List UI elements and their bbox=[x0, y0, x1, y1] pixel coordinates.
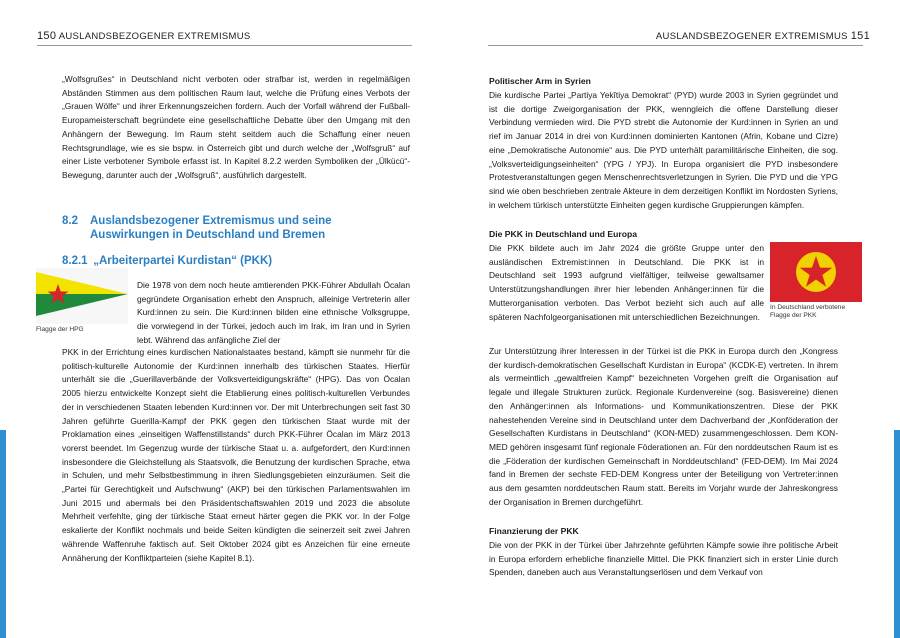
syria-paragraph: Die kurdische Partei „Partiya Yekîtiya Demokrat“ (PYD) wurde 2003 in Syrien gegründet und ist die dortige Zweigorganisation der PKK, wenngleich die offene Darstellung dieser Verbindung vermieden wird. Die PYD strebt die Autonomie der Kurd:innen in Syrien an und rief im Januar 2014 in drei von Kurd:innen dominierten Kantonen (Afrin, Kobane und Cizre) eine „Demokratische Autonomie“ aus. Die PYD unterhält paramilitärische Einheiten, die sog. „Volksverteidigungseinheiten“ (YPG / YPJ). In Europa organisiert die PYD insbesondere Protestveranstaltungen gegen Menschenrechtsverletzungen in Syrien. Die PYD und die YPG sind wie oben beschrieben zentrale Akteure in dem derzeitigen Konflikt im Nordosten Syriens, in welchem türkisch unterstützte Einheiten gegen kurdische Gruppierungen kämpfen. bbox=[489, 90, 838, 210]
body-text: PKK in der Errichtung eines kurdischen Nationalstaates bestand, kämpft sie nunmehr für die politisch-kulturelle Autonomie der Kurd:innen innerhalb des türkischen Staates. Hierfür unterhält sie die „Guerillaverbände der Volksverteidigungskräfte“ (HPG). Das von Öcalan 2005 hierzu entwickelte Konzept sieht die Etablierung eines politisch-kulturellen Verbundes der in verschiedenen Staaten lebenden Kurd:innen vor. Der mit Unterbrechungen seit fast 30 Jahren geführte Guerilla-Kampf der PKK gegen den türkischen Staat wurde mit der Proklamation eines „einseitigen Waffenstillstands“ durch PKK-Führer Öcalan im März 2013 vorerst beendet. Im Gegenzug wurde der türkische Staat u. a. aufgefordert, den Kurd:innen insbesondere die Gleichstellung als Staatsvolk, die Benutzung der kurdischen Sprache, etwa in Schulen, und mehr Selbstbestimmung in ihren Siedlungsgebieten einzuräumen. Seit die „Partei für Gerechtigkeit und Aufschwung“ (AKP) bei den türkischen Parlamentswahlen im Juni 2015 und abermals bei den Präsidentschaftswahlen 2019 und 2023 die absolute Mehrheit verfehlte, ging der türkische Staat erneut härter gegen die PKK vor. In der Folge eskalierte der Konflikt nochmals und beide Seiten kündigten die seinerzeit seit zwei Jahren währende Waffenruhe faktisch auf. Seit Oktober 2024 gibt es Anzeichen für eine erneute Annäherung der Konfliktparteien (siehe Kapitel 8.1). bbox=[62, 347, 410, 563]
page-number: 150 bbox=[37, 30, 57, 42]
running-head: AUSLANDSBEZOGENER EXTREMISMUS bbox=[655, 31, 848, 42]
running-header-left bbox=[37, 30, 251, 42]
subsection-number: 8.2.1 bbox=[62, 255, 88, 267]
running-head: AUSLANDSBEZOGENER EXTREMISMUS bbox=[58, 31, 251, 42]
support-paragraph: Zur Unterstützung ihrer Interessen in der Türkei ist die PKK in Europa durch den „Kongress der kurdisch-demokratischen Gesellschaft Kurdistan in Europa“ (KCDK-E) vertreten. In ihrem als vermeintlich „gewaltfreien Kampf“ bezeichneten Vorgehen greift die Organisation auf legale und illegale Strukturen zurück. Regionale Kurdenvereine (sog. Basisvereine) dienen den Anhänger:innen als Informations- und Kommunikationszentren. Diese der PKK nahestehenden Vereine sind in Deutschland unter dem Dachverband der „Konföderation der Gesellschaften Kurdistans in Deutschland“ (KON-MED) zusammengeschlossen. Dem KON-MED gehören insgesamt fünf regionale Föderationen an. Für den norddeutschen Raum ist es die „Föderation der kurdischen Gemeinschaft in Norddeutschland“ (FED-DEM). Im Mai 2024 fand in Bremen der sechste FED-DEM Kongress unter der Beteiligung von Vertreter:innen aus dem gesamten norddeutschen Raum statt. Bereits im Vorjahr wurde der Jahreskongress der Organisation in Bremen durchgeführt. bbox=[489, 346, 838, 507]
page-edge-marker bbox=[894, 430, 900, 638]
running-header-right bbox=[656, 30, 870, 42]
subsection-title: „Arbeiterpartei Kurdistan“ (PKK) bbox=[93, 255, 273, 267]
pkk-flag bbox=[770, 242, 862, 302]
subsection-heading bbox=[62, 254, 412, 268]
europe-paragraph: Die PKK bildete auch im Jahr 2024 die größte Gruppe unter den ausländischen Extremist:innen in Deutschland. Die PKK ist in Deutschland seit 1993 aufgrund vielfältiger, teilweise gewaltsamer Unterstützungshandlungen ihrer hier lebenden Anhänger:innen für die Mutterorganisation verboten. Das Verbot bezieht sich auch auf alle späteren Nachfolgeorganisationen mit unterschiedlichen Bezeichnungen. bbox=[489, 243, 764, 322]
header-rule bbox=[488, 45, 863, 46]
section-title: Auslandsbezogener Extremismus und seine Auswirkungen in Deutschland und Bremen bbox=[90, 215, 332, 241]
section-number: 8.2 bbox=[62, 215, 78, 227]
page-number: 151 bbox=[850, 30, 870, 42]
section-heading bbox=[62, 214, 412, 242]
finance-heading: Finanzierung der PKK bbox=[489, 526, 579, 536]
europe-heading: Die PKK in Deutschland und Europa bbox=[489, 229, 638, 239]
intro-paragraph: „Wolfsgrußes“ in Deutschland nicht verboten oder strafbar ist, werden in regelmäßigen Abständen Stimmen aus dem politischen Raum laut, welche die Prüfung eines Verbots der „Grauen Wölfe“ und ihrer Erkennungszeichen fordern. Auch der Vorfall während der Fußball-Europameisterschaft begründete eine gesellschaftliche Debatte über den Umgang mit den Anhängern der Bewegung. Im Raum steht seitdem auch die Schaffung einer neuen Rechtsgrundlage, wie es sie bspw. in Österreich gibt und durch welche der „Wolfsgruß“ auf einer Liste verbotener Symbole erfasst ist. In Kapitel 8.2.2 werden Symboliken der „Ülkücü“-Bewegung, darunter auch der „Wolfsgruß“, ausführlich dargestellt. bbox=[62, 74, 410, 180]
hpg-flag bbox=[36, 268, 128, 324]
pkk-flag-caption: In Deutschland verbotene Flagge der PKK bbox=[770, 304, 846, 320]
finance-paragraph: Die von der PKK in der Türkei über Jahrzehnte geführten Kämpfe sowie ihre politische Arbeit in Europa erfordern erhebliche finanzielle Mittel. Die PKK finanziert sich in erster Linie durch Spenden, daneben auch aus Veranstaltungserlösen und dem Verkauf von bbox=[489, 540, 838, 578]
body-text-beside-flag: Die 1978 von dem noch heute amtierenden PKK-Führer Abdullah Öcalan gegründete Organisation erhebt den Anspruch, alleinige Vertreterin aller Kurd:innen zu sein. Die Kurd:innen bilden eine ethnische Volksgruppe, die vorwiegend in der Türkei, jedoch auch im Irak, im Iran und in Syrien lebt. Während das anfängliche Ziel der bbox=[137, 280, 410, 345]
syria-heading: Politischer Arm in Syrien bbox=[489, 76, 591, 86]
header-rule bbox=[37, 45, 412, 46]
right-page bbox=[450, 0, 900, 638]
hpg-flag-caption: Flagge der HPG bbox=[36, 326, 84, 333]
page-edge-marker bbox=[0, 430, 6, 638]
